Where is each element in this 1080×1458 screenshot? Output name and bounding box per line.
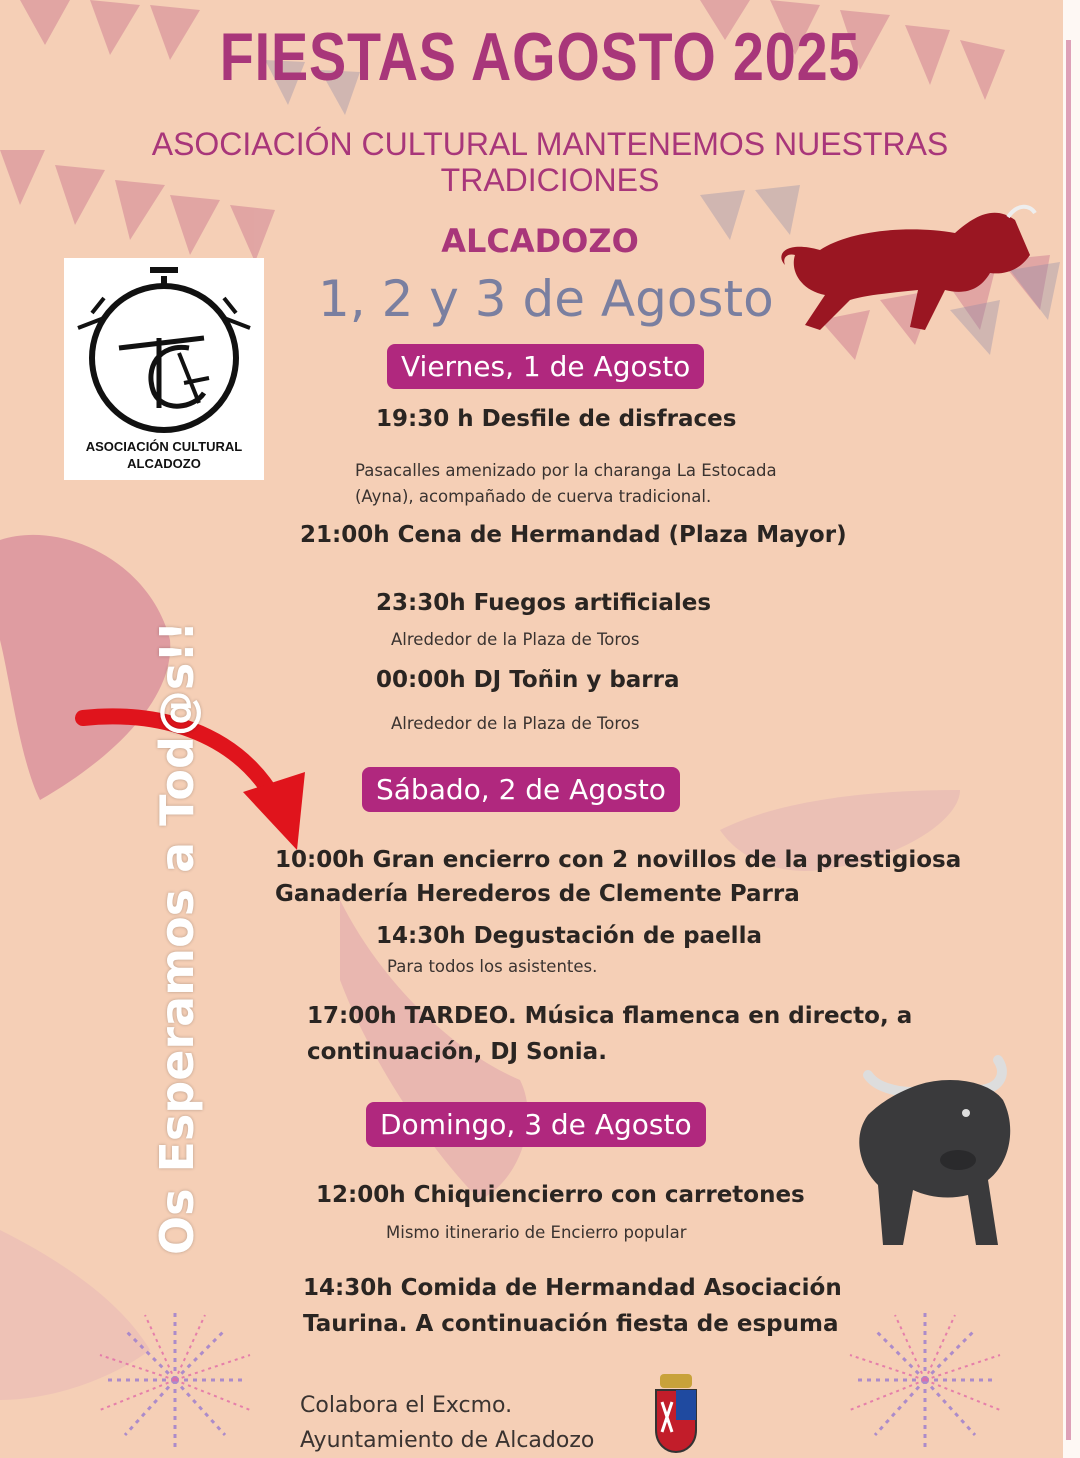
town-coat-of-arms-icon [652,1372,700,1454]
red-bull-icon [780,195,1040,335]
day-label-saturday: Sábado, 2 de Agosto [362,767,680,812]
event-note-line: (Ayna), acompañado de cuerva tradicional. [355,487,712,506]
event-title [303,1270,842,1342]
event-note [355,458,777,510]
event-title [307,998,912,1070]
sponsor-text-line: Colabora el Excmo. [300,1393,513,1418]
association-logo [64,258,264,480]
event-title [275,843,961,911]
event-note-line: Pasacalles amenizado por la charanga La Estocada [355,461,777,480]
event-title: 21:00h Cena de Hermandad (Plaza Mayor) [300,522,847,548]
day-label-friday: Viernes, 1 de Agosto [387,344,704,389]
event-title-line: 14:30h Comida de Hermandad Asociación [303,1275,842,1301]
logo-text-line2: ALCADOZO [127,456,201,471]
event-title: 00:00h DJ Toñin y barra [376,667,680,693]
event-title: 19:30 h Desfile de disfraces [376,406,737,432]
event-title-line: 10:00h Gran encierro con 2 novillos de la prestigiosa [275,847,962,873]
day-label-sunday: Domingo, 3 de Agosto [366,1102,706,1147]
town-name: ALCADOZO [441,222,639,260]
logo-text-line1: ASOCIACIÓN CULTURAL [85,439,243,454]
event-note: Alrededor de la Plaza de Toros [391,714,640,733]
event-note: Alrededor de la Plaza de Toros [391,630,640,649]
poster-title: FIESTAS AGOSTO 2025 [219,19,861,95]
event-title-line: continuación, DJ Sonia. [307,1039,607,1065]
fireworks-left-icon [85,1305,265,1455]
black-bull-icon [848,1045,1058,1255]
event-title: 23:30h Fuegos artificiales [376,590,712,616]
event-title-line: 17:00h TARDEO. Música flamenca en directo, a [307,1003,913,1029]
event-title: 14:30h Degustación de paella [376,923,762,949]
fireworks-right-icon [835,1305,1015,1455]
festival-dates: 1, 2 y 3 de Agosto [318,270,774,328]
event-title-line: Ganadería Herederos de Clemente Parra [275,881,800,907]
event-title: 12:00h Chiquiencierro con carretones [316,1182,805,1208]
logo-emblem-icon [64,258,264,438]
event-note: Para todos los asistentes. [387,957,598,976]
association-name: ASOCIACIÓN CULTURAL MANTENEMOS NUESTRAS TRADICIONES [151,126,949,198]
sponsor-text-line: Ayuntamiento de Alcadozo [300,1428,595,1453]
event-title-line: Taurina. A continuación fiesta de espuma [303,1311,839,1337]
event-note: Mismo itinerario de Encierro popular [386,1223,687,1242]
sponsor-text [300,1388,594,1458]
slogan-text: Os Esperamos a Tod@s!! [150,620,204,1255]
